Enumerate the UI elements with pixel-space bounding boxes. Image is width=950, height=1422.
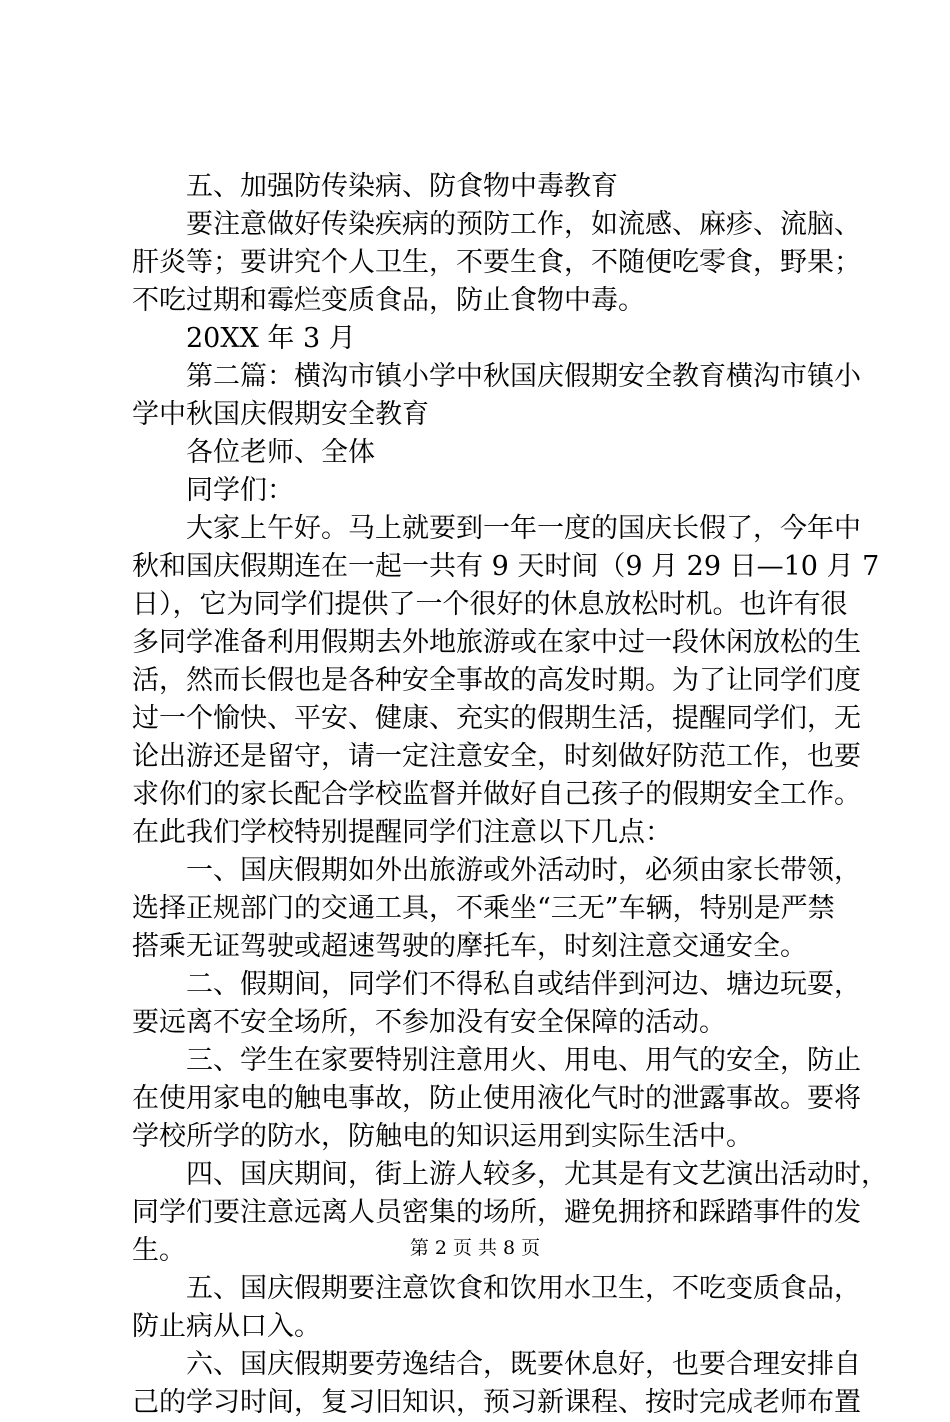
text-line: 在使用家电的触电事故，防止使用液化气时的泄露事故。要将 — [132, 1083, 861, 1114]
text-line: 第二篇：横沟市镇小学中秋国庆假期安全教育横沟市镇小 — [186, 361, 861, 392]
text-line: 求你们的家长配合学校监督并做好自己孩子的假期安全工作。 — [132, 779, 861, 810]
text-line: 肝炎等；要讲究个人卫生，不要生食，不随便吃零食，野果； — [132, 247, 861, 278]
text-line: 学校所学的防水，防触电的知识运用到实际生活中。 — [132, 1121, 753, 1152]
text-line: 四、国庆期间，街上游人较多，尤其是有文艺演出活动时， — [186, 1159, 888, 1190]
text-line: 论出游还是留守，请一定注意安全，时刻做好防范工作，也要 — [132, 741, 861, 772]
text-line: 不吃过期和霉烂变质食品，防止食物中毒。 — [132, 285, 645, 316]
text-line: 秋和国庆假期连在一起一共有 9 天时间（9 月 29 日—10 月 7 — [132, 551, 880, 582]
text-line: 选择正规部门的交通工具，不乘坐“三无”车辆，特别是严禁 — [132, 893, 835, 924]
text-line: 五、国庆假期要注意饮食和饮用水卫生，不吃变质食品， — [186, 1273, 861, 1304]
text-line: 生。 — [132, 1235, 186, 1266]
text-line: 防止病从口入。 — [132, 1311, 321, 1342]
text-line: 同学们要注意远离人员密集的场所，避免拥挤和踩踏事件的发 — [132, 1197, 861, 1228]
text-line: 一、国庆假期如外出旅游或外活动时，必须由家长带领， — [186, 855, 861, 886]
text-line: 三、学生在家要特别注意用火、用电、用气的安全，防止 — [186, 1045, 861, 1076]
text-line: 搭乘无证驾驶或超速驾驶的摩托车，时刻注意交通安全。 — [132, 931, 807, 962]
text-line: 多同学准备利用假期去外地旅游或在家中过一段休闲放松的生 — [132, 627, 861, 658]
text-line: 学中秋国庆假期安全教育 — [132, 399, 429, 430]
text-line: 各位老师、全体 — [186, 437, 375, 468]
text-line: 过一个愉快、平安、健康、充实的假期生活，提醒同学们，无 — [132, 703, 861, 734]
text-line: 五、加强防传染病、防食物中毒教育 — [186, 171, 618, 202]
text-line: 大家上午好。马上就要到一年一度的国庆长假了，今年中 — [186, 513, 861, 544]
text-line: 己的学习时间，复习旧知识，预习新课程、按时完成老师布置 — [132, 1387, 861, 1418]
text-line: 要远离不安全场所，不参加没有安全保障的活动。 — [132, 1007, 726, 1038]
page-footer: 第 2 页 共 8 页 — [409, 1237, 541, 1259]
text-line: 在此我们学校特别提醒同学们注意以下几点： — [132, 817, 672, 848]
text-line: 二、假期间，同学们不得私自或结伴到河边、塘边玩耍， — [186, 969, 861, 1000]
text-line: 同学们： — [186, 475, 294, 506]
text-line: 要注意做好传染疾病的预防工作，如流感、麻疹、流脑、 — [186, 209, 861, 240]
document-body — [132, 168, 888, 1422]
text-line: 六、国庆假期要劳逸结合，既要休息好，也要合理安排自 — [186, 1349, 861, 1380]
text-line: 20XX 年 3 月 — [186, 323, 356, 354]
text-line: 活，然而长假也是各种安全事故的高发时期。为了让同学们度 — [132, 665, 861, 696]
text-line: 日），它为同学们提供了一个很好的休息放松时机。也许有很 — [132, 589, 848, 620]
